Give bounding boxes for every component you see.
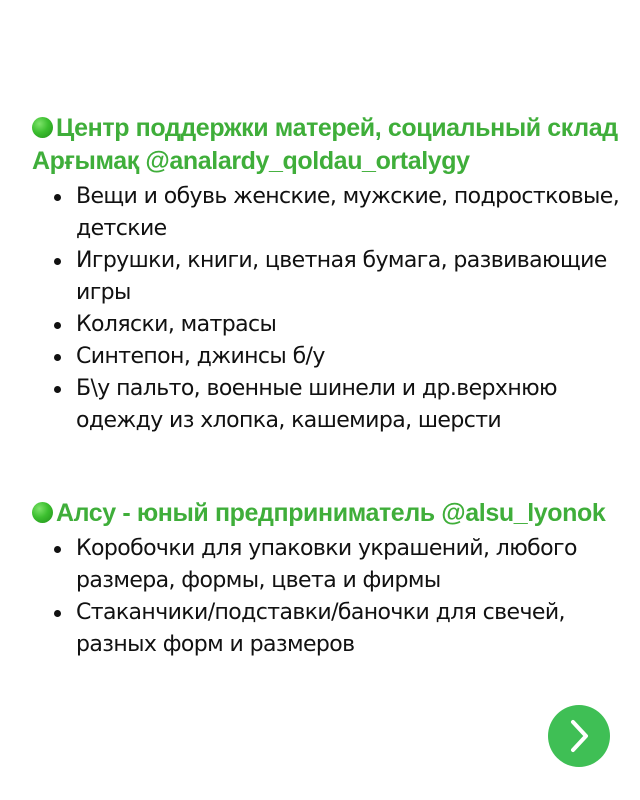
section-center-support: [32, 112, 622, 437]
list-item-text: Стаканчики/подставки/баночки для свечей, разных форм и размеров: [76, 600, 565, 657]
section-alsu: [32, 497, 622, 661]
list-item-text: Вещи и обувь женские, мужские, подростковые, детские: [76, 184, 620, 241]
chevron-right-icon: [564, 718, 594, 754]
list-item-text: Б\у пальто, военные шинели и др.верхнюю одежду из хлопка, кашемира, шерсти: [76, 376, 557, 433]
list-item: [54, 181, 622, 245]
section-title: [32, 112, 622, 178]
section-title-text: Центр поддержки матерей, социальный склад Арғымақ @analardy_qoldau_ortalygy: [32, 114, 618, 175]
list-item: [54, 245, 622, 309]
item-list: [32, 181, 622, 437]
bullet-icon: [54, 546, 61, 553]
list-item: [54, 373, 622, 437]
list-item-text: Синтепон, джинсы б/у: [76, 344, 325, 369]
item-list: [32, 533, 622, 661]
green-circle-icon: [32, 117, 53, 138]
list-item-text: Коробочки для упаковки украшений, любого размера, формы, цвета и фирмы: [76, 536, 577, 593]
bullet-icon: [54, 354, 61, 361]
bullet-icon: [54, 194, 61, 201]
bullet-icon: [54, 610, 61, 617]
list-item: [54, 309, 622, 341]
list-item-text: Игрушки, книги, цветная бумага, развивающие игры: [76, 248, 607, 305]
list-item: [54, 597, 622, 661]
list-item: [54, 533, 622, 597]
bullet-icon: [54, 322, 61, 329]
bullet-icon: [54, 386, 61, 393]
green-circle-icon: [32, 502, 53, 523]
next-button[interactable]: [548, 705, 610, 767]
list-item-text: Коляски, матрасы: [76, 312, 277, 337]
list-item: [54, 341, 622, 373]
section-title-text: Алсу - юный предприниматель @alsu_lyonok: [56, 499, 606, 527]
section-title: [32, 497, 622, 530]
bullet-icon: [54, 258, 61, 265]
